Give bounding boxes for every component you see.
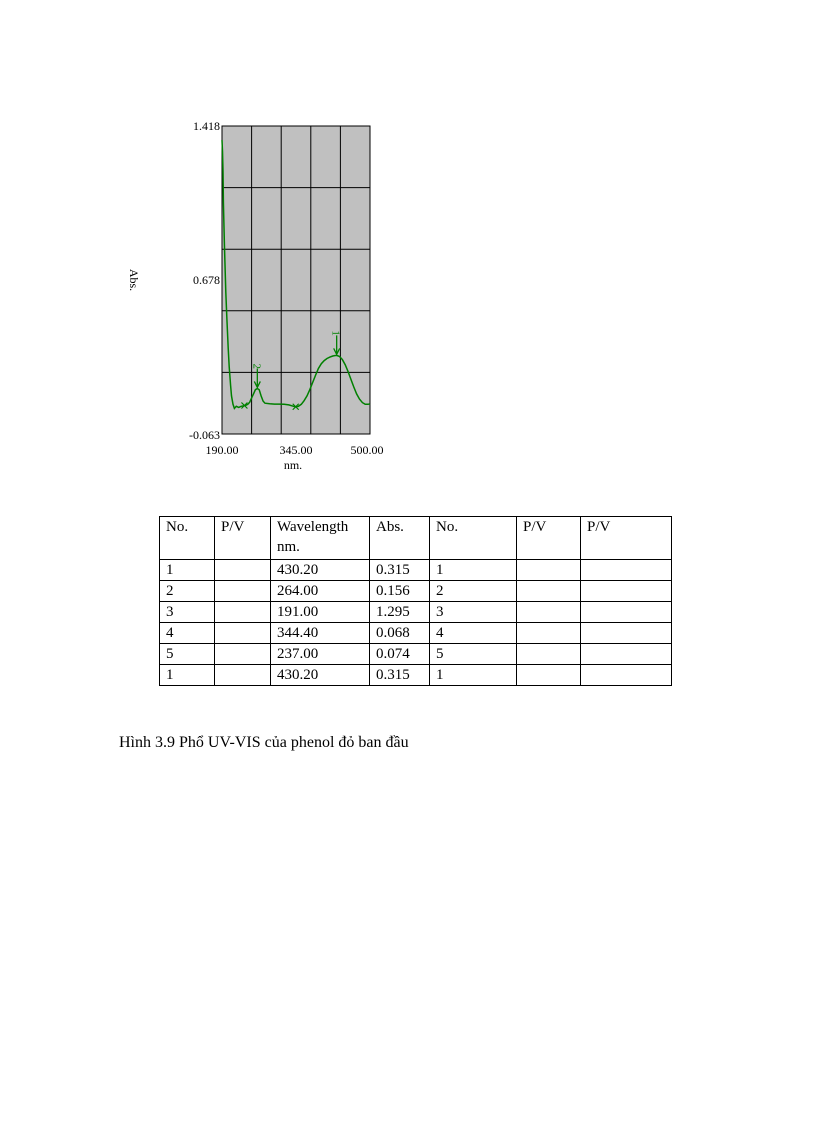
table-cell bbox=[581, 623, 672, 644]
table-cell bbox=[517, 623, 581, 644]
table-cell: 4 bbox=[430, 623, 517, 644]
table-header-cell: P/V bbox=[581, 517, 672, 560]
table-cell: 2 bbox=[160, 581, 215, 602]
x-tick-label: 345.00 bbox=[279, 443, 313, 457]
x-tick-label: 190.00 bbox=[205, 443, 239, 457]
x-tick-label: 500.00 bbox=[350, 443, 384, 457]
table-cell: 3 bbox=[160, 602, 215, 623]
table-cell: 0.068 bbox=[370, 623, 430, 644]
table-cell bbox=[581, 665, 672, 686]
table-cell: 237.00 bbox=[271, 644, 370, 665]
table-cell bbox=[517, 665, 581, 686]
table-cell: 430.20 bbox=[271, 560, 370, 581]
y-tick-label: 1.418 bbox=[193, 119, 220, 133]
table-cell: 191.00 bbox=[271, 602, 370, 623]
table-cell bbox=[215, 581, 271, 602]
table-cell: 4 bbox=[160, 623, 215, 644]
table-cell: 1 bbox=[160, 560, 215, 581]
table-cell bbox=[215, 644, 271, 665]
table-cell: 430.20 bbox=[271, 665, 370, 686]
plot-area bbox=[222, 126, 370, 434]
peak-label: 2 bbox=[250, 363, 263, 369]
table-cell: 0.156 bbox=[370, 581, 430, 602]
table-header-cell: No. bbox=[430, 517, 517, 560]
table-row bbox=[160, 581, 672, 602]
table-cell bbox=[581, 644, 672, 665]
table-cell: 0.074 bbox=[370, 644, 430, 665]
table-header-cell: Abs. bbox=[370, 517, 430, 560]
table-cell bbox=[215, 623, 271, 644]
figure-caption: Hình 3.9 Phổ UV-VIS của phenol đỏ ban đầu bbox=[119, 734, 409, 751]
table-cell bbox=[215, 665, 271, 686]
table-cell bbox=[517, 602, 581, 623]
x-axis-label: nm. bbox=[283, 458, 303, 472]
table-header-cell: Wavelength nm. bbox=[271, 517, 370, 560]
y-axis-label: Abs. bbox=[127, 268, 141, 292]
peak-label: 1 bbox=[329, 330, 342, 336]
table-row bbox=[160, 560, 672, 581]
table-header-cell: P/V bbox=[215, 517, 271, 560]
table-cell bbox=[517, 581, 581, 602]
table-cell bbox=[581, 602, 672, 623]
table-cell: 1 bbox=[430, 665, 517, 686]
table-cell bbox=[581, 560, 672, 581]
table-header-row bbox=[160, 517, 672, 560]
table-cell: 1.295 bbox=[370, 602, 430, 623]
table-cell: 1 bbox=[160, 665, 215, 686]
table-cell: 264.00 bbox=[271, 581, 370, 602]
table-row bbox=[160, 623, 672, 644]
table-row bbox=[160, 644, 672, 665]
table-cell: 0.315 bbox=[370, 560, 430, 581]
y-tick-label: 0.678 bbox=[193, 272, 220, 287]
table-body bbox=[160, 517, 672, 686]
table-header-cell: No. bbox=[160, 517, 215, 560]
table-cell bbox=[517, 560, 581, 581]
table-cell: 1 bbox=[430, 560, 517, 581]
table-cell bbox=[215, 602, 271, 623]
table-cell bbox=[215, 560, 271, 581]
peak-valley-table bbox=[159, 516, 672, 686]
table-header-cell: P/V bbox=[517, 517, 581, 560]
uv-vis-spectrum-chart bbox=[110, 110, 400, 475]
table-cell: 5 bbox=[430, 644, 517, 665]
table-cell: 3 bbox=[430, 602, 517, 623]
table-row bbox=[160, 665, 672, 686]
table-cell bbox=[517, 644, 581, 665]
table-row bbox=[160, 602, 672, 623]
table-cell: 5 bbox=[160, 644, 215, 665]
table-cell: 344.40 bbox=[271, 623, 370, 644]
table-cell: 2 bbox=[430, 581, 517, 602]
table-cell: 0.315 bbox=[370, 665, 430, 686]
table-cell bbox=[581, 581, 672, 602]
y-tick-label: -0.063 bbox=[189, 428, 220, 442]
